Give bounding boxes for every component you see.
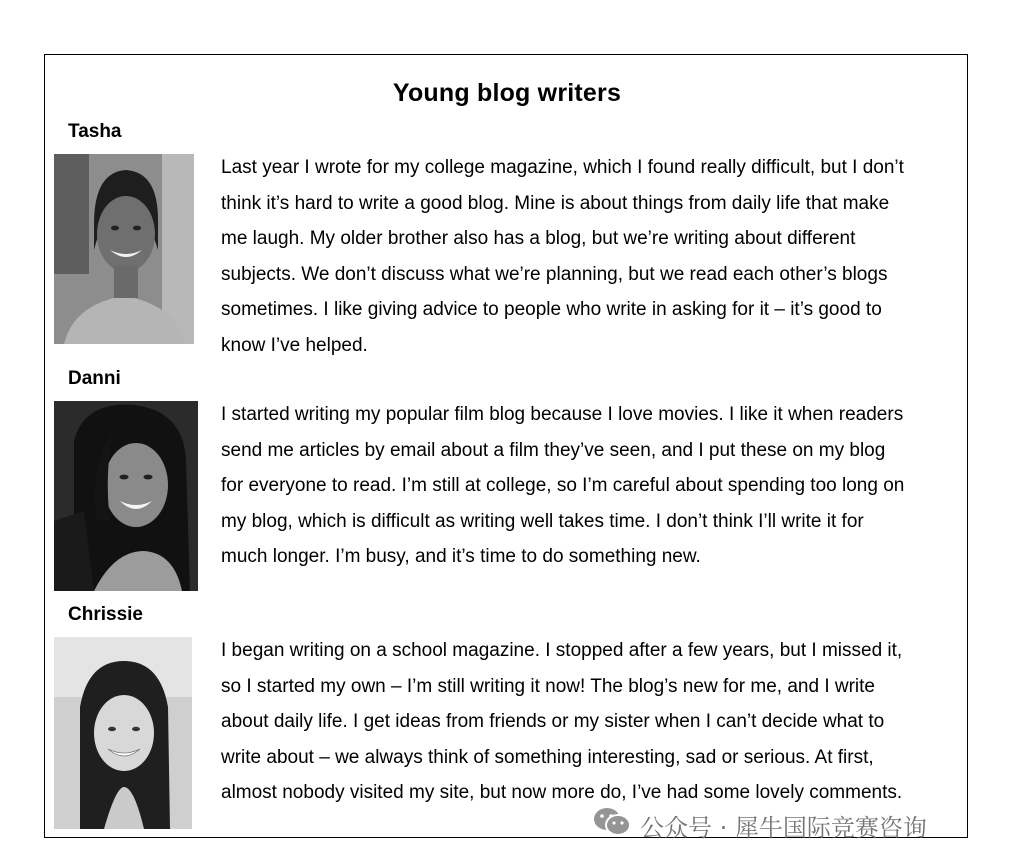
article-frame: [44, 54, 968, 838]
writer-name-chrissie: Chrissie: [68, 604, 143, 625]
watermark-text: 公众号 · 犀牛国际竞赛咨询: [640, 813, 927, 842]
writer-text-danni: I started writing my popular film blog because I love movies. I like it when readers send me articles by email about a film they’ve seen, and I put these on my blog for everyone to read. I’m still at college, so I’m careful about spending too long on my blog, which is difficult as writing well takes time. I don’t think I’ll write it for much longer. I’m busy, and it’s time to do something new.: [221, 404, 905, 567]
writer-text-tasha: Last year I wrote for my college magazine, which I found really difficult, but I don’t think it’s hard to write a good blog. Mine is about things from daily life that make me laugh. My older brother also has a blog, but we’re writing about different subjects. We don’t discuss what we’re planning, but we read each other’s blogs sometimes. I like giving advice to people who write in asking for it – it’s good to know I’ve helped.: [221, 157, 904, 356]
writer-text-chrissie: I began writing on a school magazine. I stopped after a few years, but I missed it, so I started my own – I’m still writing it now! The blog’s new for me, and I write about daily life. I get ideas from friends or my sister when I can’t decide what to write about – we always think of something interesting, sad or serious. At first, almost nobody visited my site, but now more do, I’ve had some lovely comments.: [221, 640, 903, 803]
photo-tasha: [54, 154, 194, 344]
page-title: Young blog writers: [392, 79, 622, 107]
photo-chrissie: [54, 637, 192, 829]
wechat-icon: [592, 806, 632, 844]
writer-name-tasha: Tasha: [68, 121, 122, 142]
photo-danni: [54, 401, 198, 591]
writer-name-danni: Danni: [68, 368, 121, 389]
watermark: [592, 806, 927, 844]
